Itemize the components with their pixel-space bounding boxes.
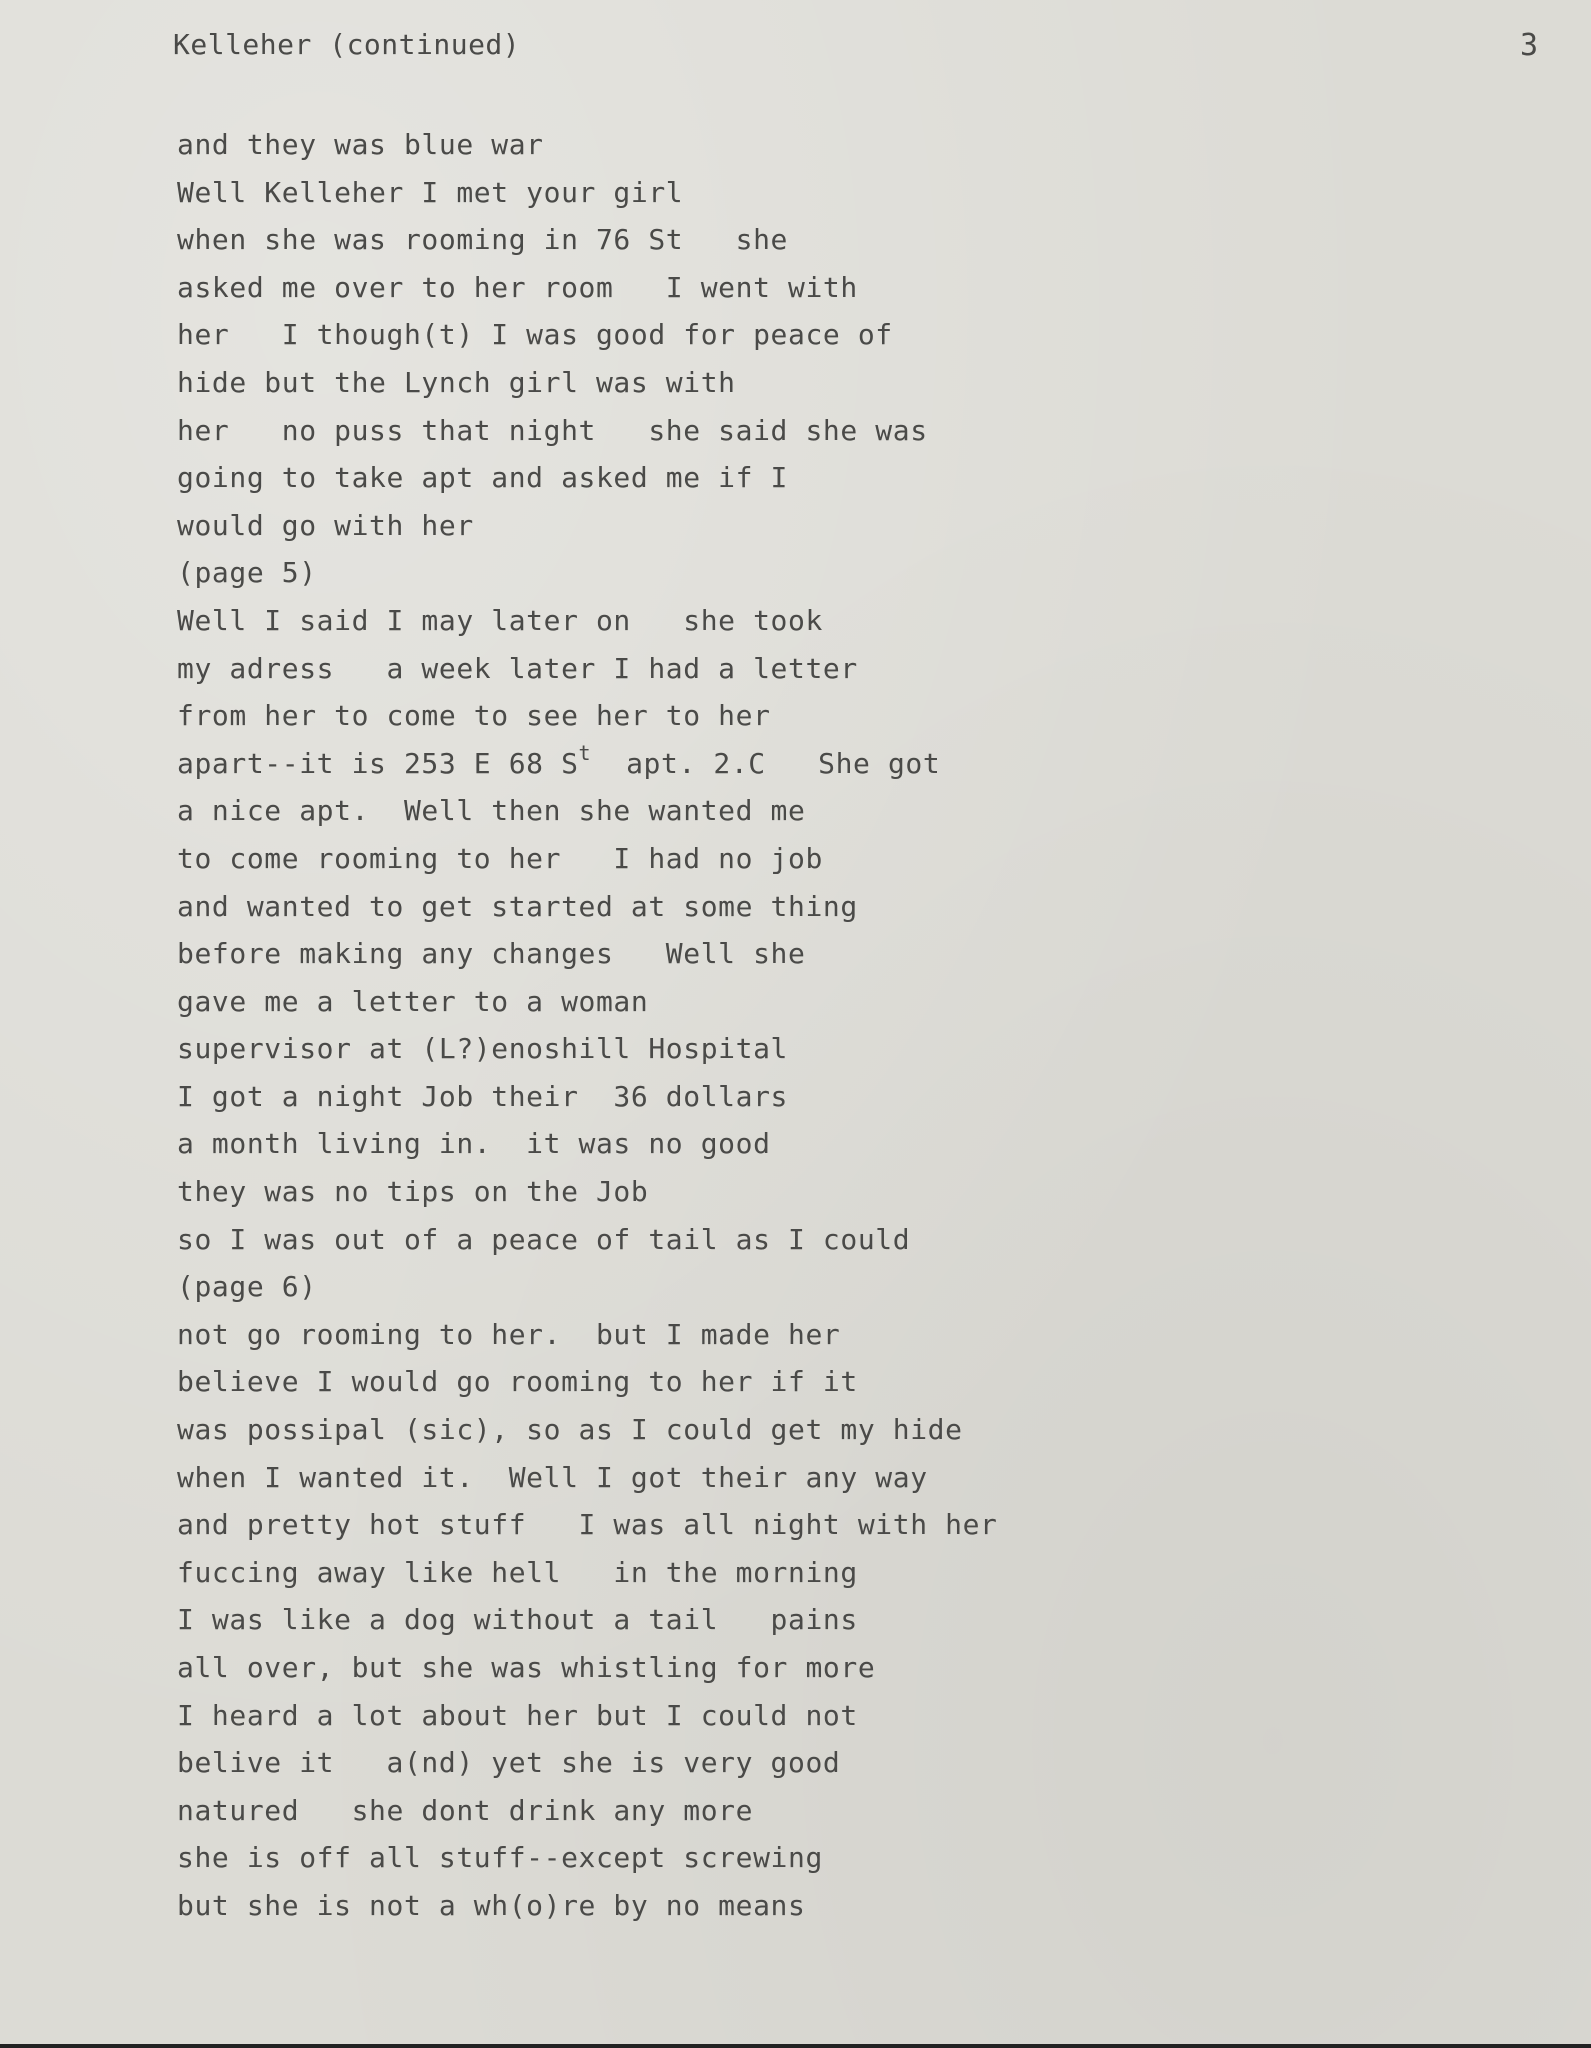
text-line: asked me over to her room I went with xyxy=(177,270,858,304)
page-number: 3 xyxy=(1520,28,1539,63)
text-line: hide but the Lynch girl was with xyxy=(177,365,736,399)
address-line-suffix: apt. 2.C She got xyxy=(591,746,941,780)
text-line: from her to come to see her to her xyxy=(177,699,771,733)
text-line: her no puss that night she said she was xyxy=(177,413,928,447)
text-line: going to take apt and asked me if I xyxy=(177,461,789,495)
text-line: and wanted to get started at some thing xyxy=(177,889,858,923)
text-line: was possipal (sic), so as I could get my hide xyxy=(177,1413,963,1447)
address-superscript: t xyxy=(578,740,592,765)
page-header-title: Kelleher (continued) xyxy=(173,28,521,61)
text-line: but she is not a wh(o)re by no means xyxy=(177,1888,806,1922)
text-line: Well Kelleher I met your girl xyxy=(177,175,684,209)
text-line: would go with her xyxy=(177,508,474,542)
text-line: and pretty hot stuff I was all night with her xyxy=(177,1508,998,1542)
typed-text-body xyxy=(177,121,998,1930)
text-line: so I was out of a peace of tail as I could xyxy=(177,1222,911,1256)
text-line: I was like a dog without a tail pains xyxy=(177,1603,858,1637)
text-line: and they was blue war xyxy=(177,128,544,161)
text-line: supervisor at (L?)enoshill Hospital xyxy=(177,1032,789,1066)
address-line-main: apart--it is 253 E 68 S xyxy=(177,746,579,780)
text-line: to come rooming to her I had no job xyxy=(177,841,823,875)
text-line: not go rooming to her. but I made her xyxy=(177,1317,841,1351)
scan-bottom-edge xyxy=(0,2044,1591,2048)
text-line: I got a night Job their 36 dollars xyxy=(177,1079,789,1113)
page-marker-line: (page 5) xyxy=(177,556,317,590)
text-line: Well I said I may later on she took xyxy=(177,603,823,637)
text-line: belive it a(nd) yet she is very good xyxy=(177,1746,841,1780)
text-line: natured she dont drink any more xyxy=(177,1793,754,1827)
text-line: when she was rooming in 76 St she xyxy=(177,223,789,257)
text-line: a month living in. it was no good xyxy=(177,1127,771,1161)
text-line: all over, but she was whistling for more xyxy=(177,1651,876,1684)
text-line: my adress a week later I had a letter xyxy=(177,651,858,685)
text-line: gave me a letter to a woman xyxy=(177,984,649,1018)
text-line: when I wanted it. Well I got their any way xyxy=(177,1460,928,1494)
text-line: fuccing away like hell in the morning xyxy=(177,1555,858,1589)
text-line: a nice apt. Well then she wanted me xyxy=(177,794,806,828)
page-marker-line: (page 6) xyxy=(177,1270,317,1304)
address-line xyxy=(177,740,998,788)
text-line: believe I would go rooming to her if it xyxy=(177,1365,858,1399)
text-line: I heard a lot about her but I could not xyxy=(177,1698,858,1732)
text-line: her I though(t) I was good for peace of xyxy=(177,318,893,352)
text-line: she is off all stuff--except screwing xyxy=(177,1841,823,1875)
text-line: they was no tips on the Job xyxy=(177,1175,649,1209)
text-line: before making any changes Well she xyxy=(177,937,806,971)
